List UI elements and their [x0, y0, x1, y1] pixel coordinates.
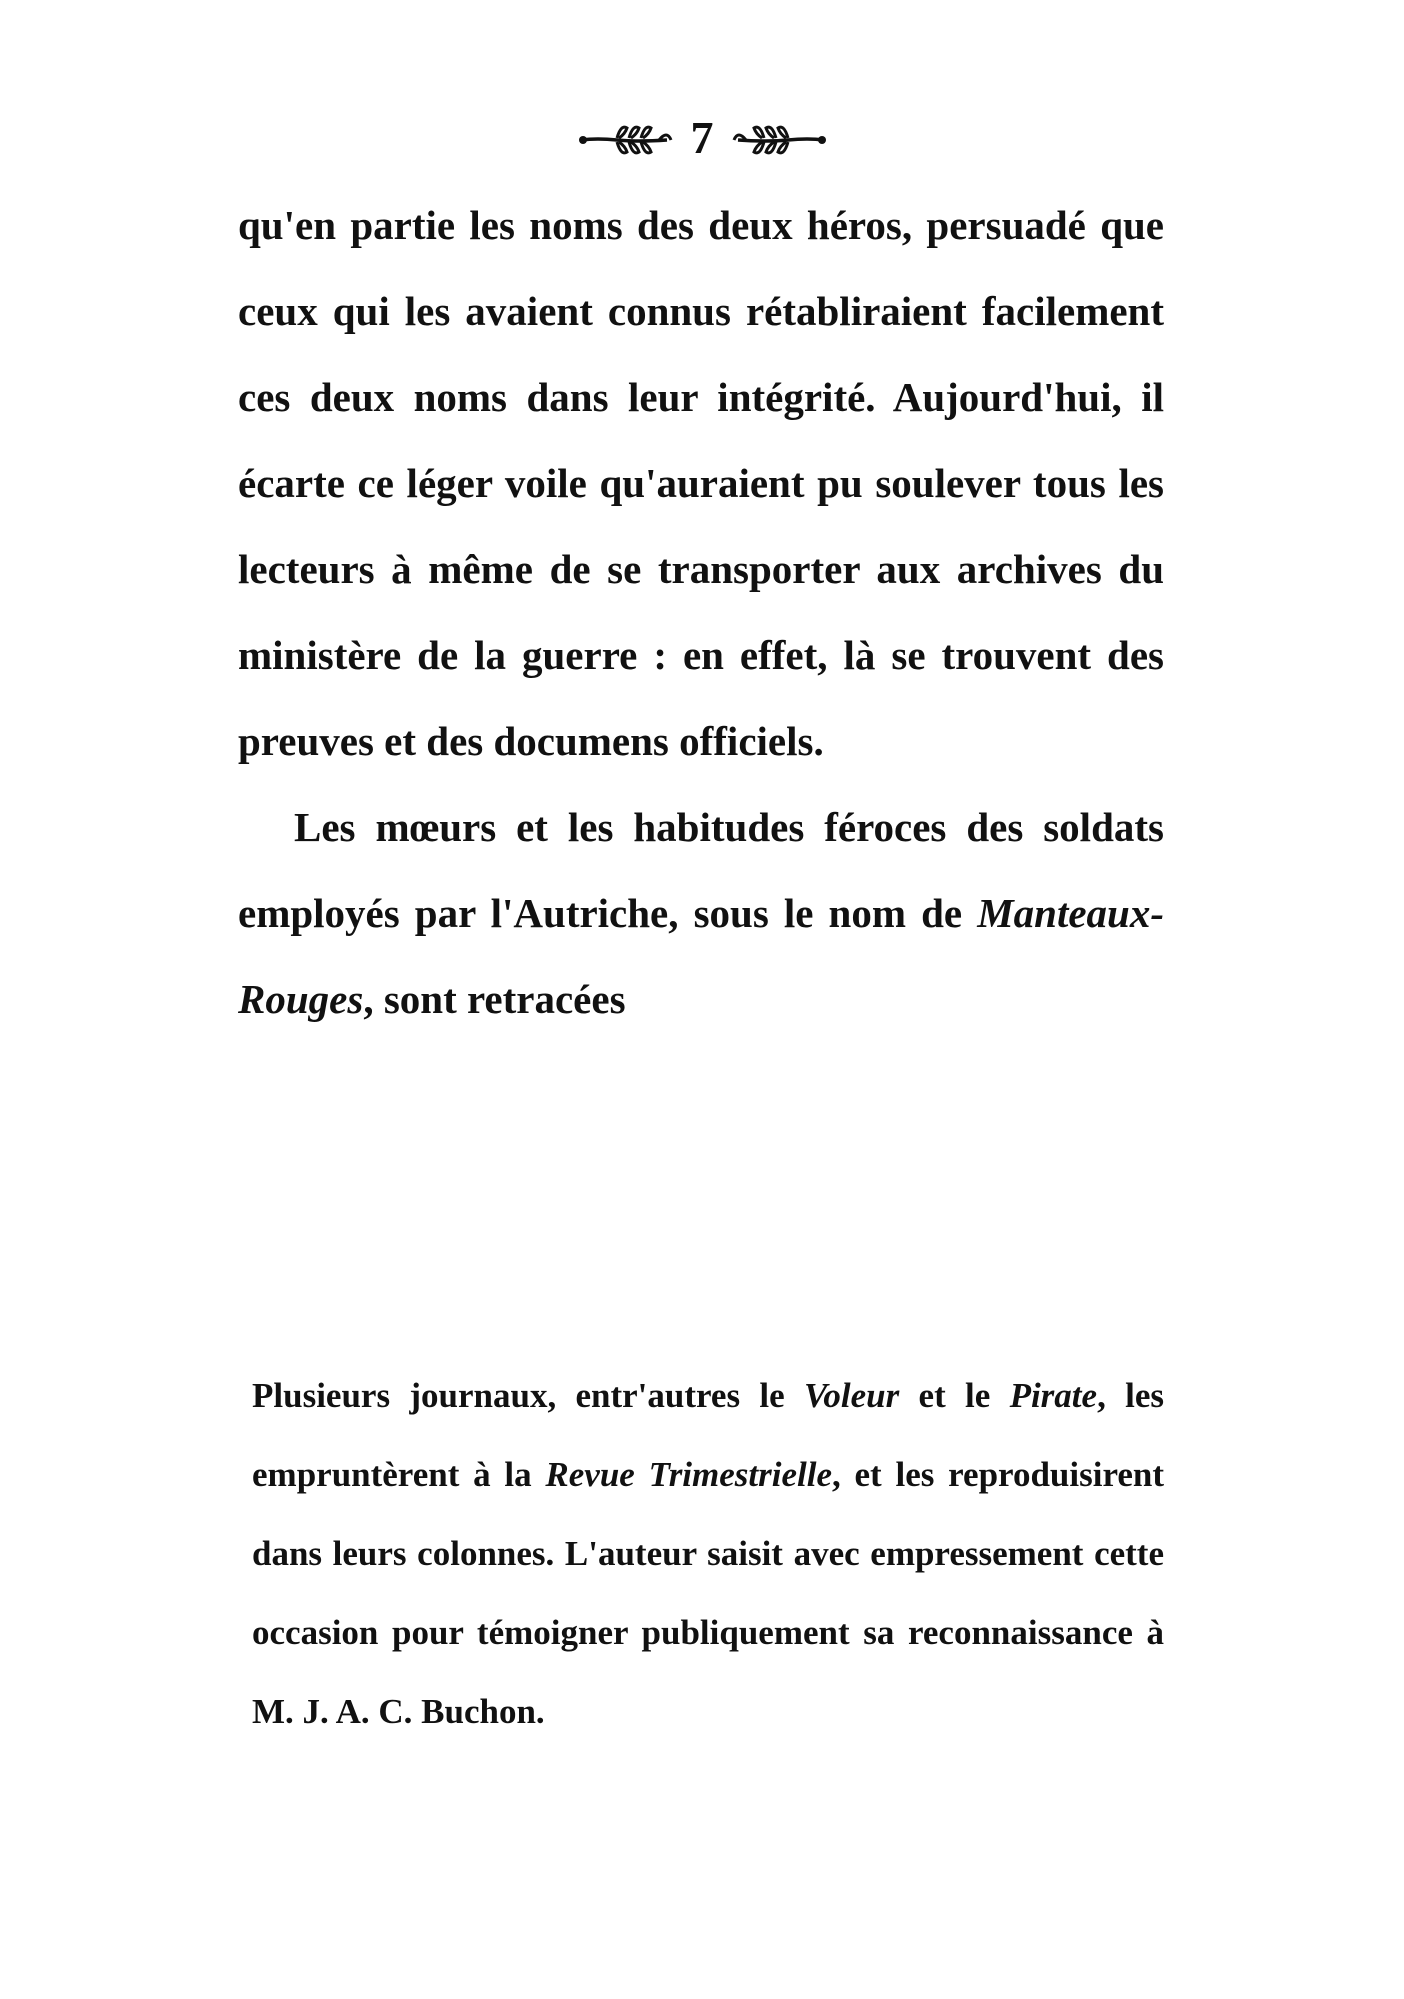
footnote-part-1: Plusieurs journaux, entr'autres le: [252, 1376, 804, 1415]
footnote-italic-pirate: Pirate: [1009, 1376, 1098, 1415]
page-header: [0, 108, 1404, 168]
footnote-italic-voleur: Voleur: [803, 1376, 900, 1415]
fleuron-left-icon: [577, 118, 673, 158]
footnote-text: [252, 1356, 1164, 1751]
footnote: [252, 1356, 1164, 1751]
page-number: 7: [690, 112, 714, 163]
fleuron-right-icon: [732, 118, 828, 158]
paragraph-2-start: Les mœurs et les habitudes féroces des soldats employés par l'Autriche, sous le nom de: [238, 804, 1164, 936]
paragraph-1: qu'en partie les noms des deux héros, persuadé que ceux qui les avaient connus rétabliraient facilement ces deux noms dans leur intégrité. Aujourd'hui, il écarte ce léger voile qu'auraient pu soulever tous les lecteurs à même de se transporter aux archives du ministère de la guerre : en effet, là se trouvent des preuves et des documens officiels.: [238, 202, 1164, 764]
main-text: [238, 182, 1164, 1042]
paragraph-2-end: , sont retracées: [363, 976, 626, 1022]
footnote-part-2: et le: [899, 1376, 1010, 1415]
footnote-part-3: , les empruntèrent à la: [252, 1376, 1164, 1494]
paragraph-2: [238, 784, 1164, 1042]
paragraph-2-italic: Manteaux-Rouges: [238, 890, 1164, 1022]
footnote-part-4: , et les reproduisirent dans leurs colonnes. L'auteur saisit avec empressement cette occasion pour témoigner publiquement sa reconnaissance à M. J. A. C. Buchon.: [252, 1455, 1164, 1731]
footnote-italic-revue: Revue Trimestrielle: [545, 1455, 832, 1494]
